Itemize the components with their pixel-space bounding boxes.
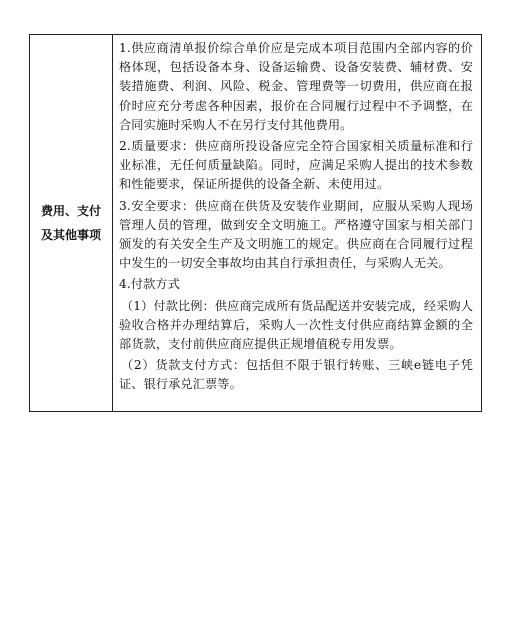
row-content-cell — [113, 35, 481, 411]
row-label: 费用、支付及其他事项 — [40, 204, 101, 242]
clause-payment-heading: 4.付款方式 — [119, 277, 180, 292]
clause-payment-method: （2）货款支付方式：包括但不限于银行转账、三峡e链电子凭证、银行承兑汇票等。 — [119, 358, 473, 392]
clause-payment-ratio: （1）付款比例：供应商完成所有货品配送并安装完成，经采购人验收合格并办理结算后，采购人一次性支付供应商结算金额的全部货款，支付前供应商应提供正规增值税专用发票。 — [119, 298, 473, 352]
clause-safety: 3.安全要求：供应商在供货及安装作业期间，应服从采购人现场管理人员的管理，做到安全文明施工。严格遵守国家与相关部门颁发的有关安全生产及文明施工的规定。供应商在合同履行过程中发生的一切安全事故均由其自行承担责任，与采购人无关。 — [119, 198, 473, 271]
row-label-cell — [30, 35, 113, 411]
clause-quality: 2.质量要求：供应商所投设备应完全符合国家相关质量标准和行业标准，无任何质量缺陷。同时，应满足采购人提出的技术参数和性能要求，保证所提供的设备全新、未使用过。 — [119, 139, 473, 192]
terms-table — [29, 34, 482, 412]
clause-pricing: 1.供应商清单报价综合单价应是完成本项目范围内全部内容的价格体现，包括设备本身、设备运输费、设备安装费、辅材费、安装措施费、利润、风险、税金、管理费等一切费用，供应商在报价时应充分考虑各种因素，报价在合同履行过程中不予调整，在合同实施时采购人不在另行支付其他费用。 — [119, 41, 473, 132]
